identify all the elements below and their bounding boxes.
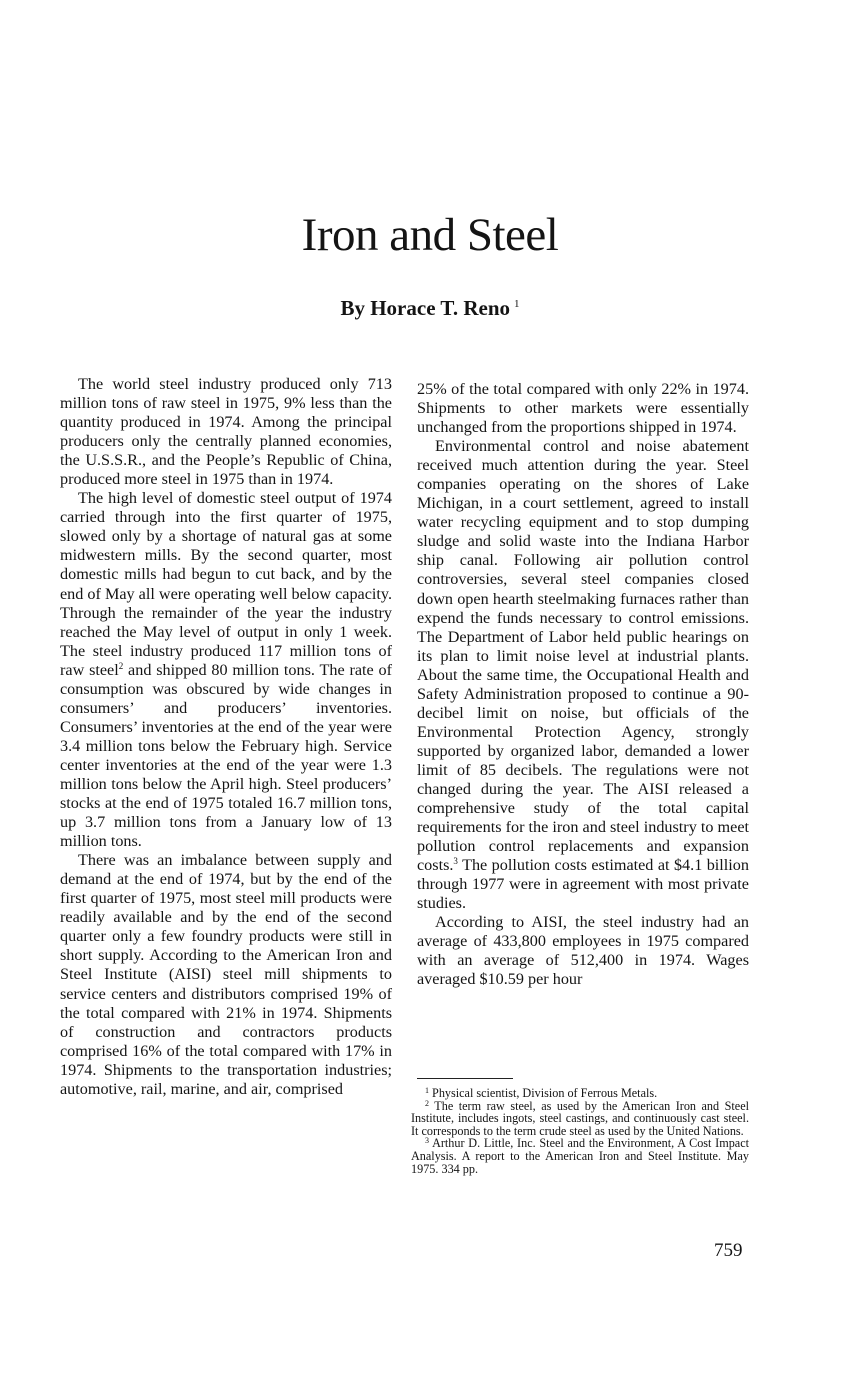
body-paragraph: There was an imbalance between supply and demand at the end of 1974, but by the end of the first quarter of 1975, most steel mill products were readily available and by the end of the second quarter only a few foundry products were still in short supply. According to the American Iron and Steel Institute (AISI) steel mill shipments to service centers and distributors comprised 19% of the total compared with 21% in 1974. Shipments of construction and contractors products comprised 16% of the total compared with 17% in 1974. Shipments to the transportation industries; automotive, rail, marine, and air, comprised — [60, 851, 392, 1098]
paragraph-text: and shipped 80 million tons. The rate of consumption was obscured by wide changes in consumers’ and producers’ inventories. Consumers’ inventories at the end of the year were 3.4 million tons below the February high. Service center inventories at the end of the year were 1.3 million tons below the April high. Steel producers’ stocks at the end of 1975 totaled 16.7 million tons, up 3.7 million tons from a January low of 13 million tons. — [60, 660, 392, 851]
author-name: By Horace T. Reno — [340, 296, 511, 320]
footnote — [411, 1137, 749, 1175]
footnote-ref-3: 3 — [453, 856, 458, 867]
footnote-divider — [417, 1078, 513, 1079]
footnotes — [411, 1087, 749, 1175]
body-paragraph — [417, 437, 749, 913]
paragraph-text: The high level of domestic steel output of 1974 carried through into the first quarter of 1975, slowed only by a shortage of natural gas at some midwestern mills. By the second quarter, most domestic mills had begun to cut back, and by the end of May all were operating well below capacity. Through the remainder of the year the industry reached the May level of output in only 1 week. The steel industry produced 117 million tons of raw steel — [60, 489, 393, 679]
footnote-ref-2: 2 — [118, 660, 124, 671]
body-paragraph: According to AISI, the steel industry had an average of 433,800 employees in 1975 compared with an average of 512,400 in 1974. Wages averaged $10.59 per hour — [417, 913, 749, 989]
body-paragraph — [60, 489, 392, 851]
paragraph-text: The pollution costs estimated at $4.1 billion through 1977 were in agreement with most private studies. — [417, 856, 749, 913]
footnote — [411, 1100, 749, 1138]
footnote-mark: 3 — [425, 1136, 429, 1146]
right-column — [417, 380, 749, 990]
page-number: 759 — [714, 1240, 743, 1261]
page-title: Iron and Steel — [301, 209, 559, 261]
author-byline — [0, 296, 860, 321]
paragraph-text: Environmental control and noise abatement received much attention during the year. Steel companies operating on the shores of Lake Michigan, in a court settlement, agreed to install water recycling equipment and to stop dumping sludge and solid waste into the Indiana Harbor ship canal. Following air pollution control controversies, several steel companies closed down open hearth steelmaking furnaces rather than expend the funds necessary to control emissions. The Department of Labor held public hearings on its plan to limit noise level at industrial plants. About the same time, the Occupational Health and Safety Administration proposed to continue a 90-decibel limit on noise, but officials of the Environmental Protection Agency, strongly supported by organized labor, demanded a lower limit of 85 decibels. The regulations were not changed during the year. The AISI released a comprehensive study of the total capital requirements for the iron and steel industry to meet pollution control replacements and expansion costs. — [417, 437, 749, 875]
footnote-ref-1: 1 — [514, 298, 520, 310]
left-column — [60, 375, 392, 1099]
body-paragraph: 25% of the total compared with only 22% in 1974. Shipments to other markets were essentially unchanged from the proportions shipped in 1974. — [417, 380, 749, 437]
footnote-text: The term raw steel, as used by the American Iron and Steel Institute, includes ingots, steel castings, and continuously cast steel. It corresponds to the term crude steel as used by the United Nations. — [411, 1098, 749, 1138]
footnote-mark: 2 — [425, 1098, 429, 1108]
footnote-mark: 1 — [425, 1086, 429, 1095]
body-paragraph: The world steel industry produced only 713 million tons of raw steel in 1975, 9% less than the quantity produced in 1974. Among the principal producers only the centrally planned economies, the U.S.S.R., and the People’s Republic of China, produced more steel in 1975 than in 1974. — [60, 375, 392, 489]
footnote-text: Arthur D. Little, Inc. Steel and the Environment, A Cost Impact Analysis. A report to the American Iron and Steel Institute. May 1975. 334 pp. — [411, 1136, 749, 1176]
footnote-text: Physical scientist, Division of Ferrous Metals. — [429, 1086, 658, 1100]
